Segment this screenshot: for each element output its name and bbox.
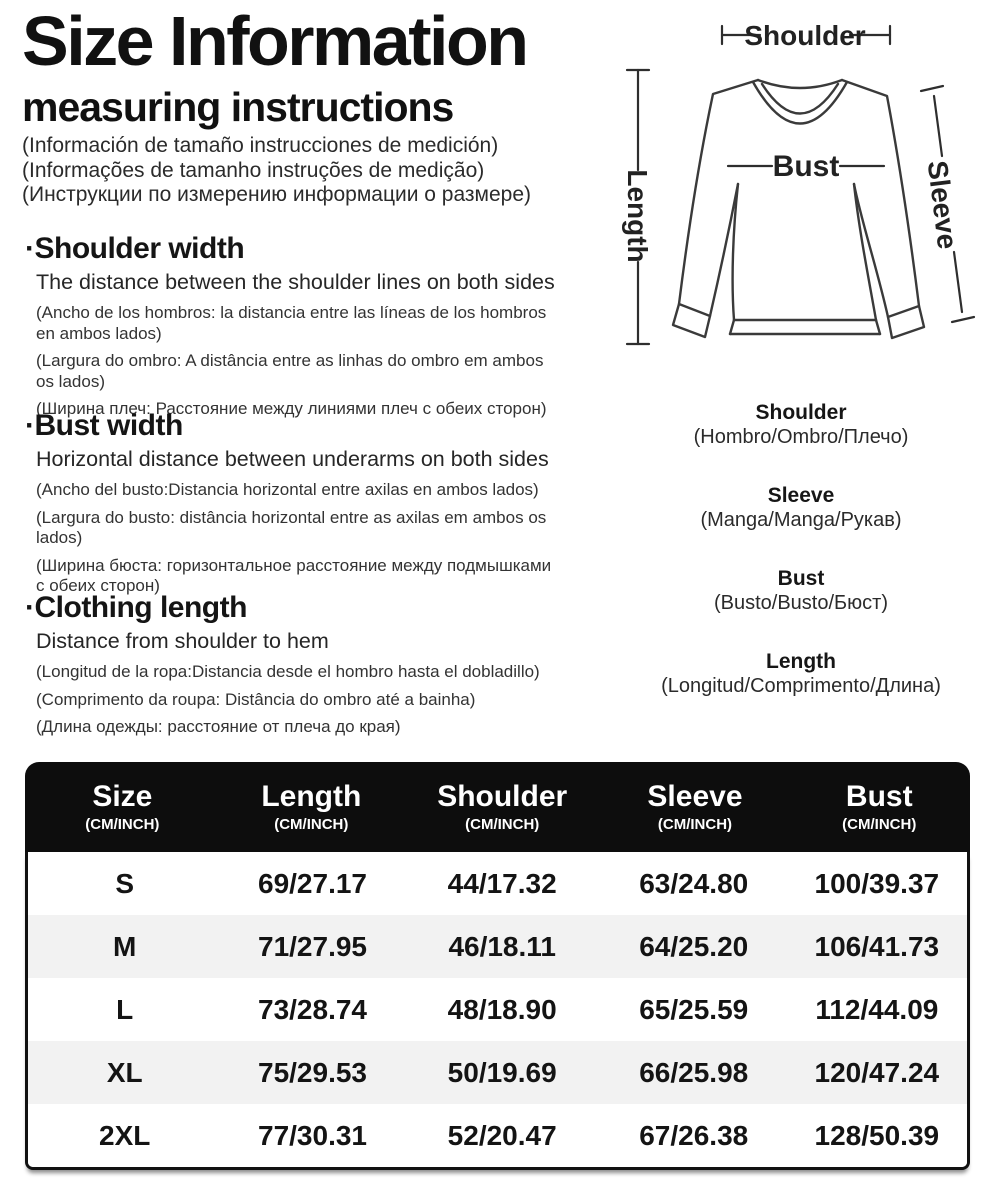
cell-shoulder: 50/19.69	[447, 1056, 557, 1088]
diagram-bust-label: Bust	[772, 150, 840, 183]
cell-size: M	[113, 930, 137, 962]
size-table-header	[25, 762, 970, 852]
column-header-length	[220, 781, 403, 833]
table-row-xl	[28, 1041, 967, 1104]
diagram-length-label: Length	[622, 169, 653, 263]
legend-term: Length	[766, 650, 836, 673]
section-shoulder-width	[25, 232, 573, 427]
legend-sleeve	[605, 483, 997, 532]
title-translation-pt: (Informações de tamanho instruções de medição)	[22, 158, 485, 182]
legend-term: Bust	[777, 567, 825, 590]
legend-translation: (Busto/Busto/Бюст)	[713, 592, 888, 614]
diagram-sleeve-label: Sleeve	[921, 158, 964, 251]
size-table	[25, 762, 970, 1170]
note-ru: (Ширина бюста: горизонтальное расстояние между подмышками с обеих сторон)	[36, 555, 552, 595]
section-heading: ·Shoulder width	[25, 232, 245, 265]
column-header-bust	[789, 781, 970, 833]
title-translation-es: (Información de tamaño instrucciones de medición)	[22, 134, 499, 157]
column-header-size	[25, 781, 220, 833]
column-label: Bust	[845, 780, 913, 813]
shirt-diagram-svg	[600, 0, 1000, 360]
column-label: Size	[92, 780, 153, 813]
cell-length: 77/30.31	[258, 1119, 367, 1151]
legend-term: Sleeve	[767, 484, 835, 507]
cell-shoulder: 44/17.32	[447, 867, 557, 899]
column-header-shoulder	[403, 781, 601, 833]
column-unit: (CM/INCH)	[465, 816, 540, 833]
section-heading: ·Clothing length	[25, 591, 247, 624]
column-label: Shoulder	[437, 780, 568, 813]
cell-length: 71/27.95	[258, 930, 367, 962]
cell-sleeve: 64/25.20	[639, 930, 749, 962]
section-description: The distance between the shoulder lines on both sides	[36, 270, 555, 294]
column-unit: (CM/INCH)	[842, 816, 917, 833]
section-notes	[25, 303, 553, 420]
cell-sleeve: 67/26.38	[639, 1119, 749, 1151]
cell-bust: 112/44.09	[815, 993, 939, 1025]
cell-shoulder: 52/20.47	[447, 1119, 557, 1151]
legend-translation: (Manga/Manga/Рукав)	[700, 509, 902, 531]
section-notes	[25, 662, 553, 738]
note-pt: (Largura do ombro: A distância entre as linhas do ombro em ambos os lados)	[36, 351, 544, 391]
section-clothing-length	[25, 591, 573, 745]
table-row-m	[28, 915, 967, 978]
legend-shoulder	[605, 400, 997, 449]
column-unit: (CM/INCH)	[657, 816, 733, 833]
table-row-s	[28, 852, 967, 915]
table-row-2xl	[28, 1104, 967, 1167]
cell-bust: 100/39.37	[814, 867, 940, 899]
note-es: (Ancho del busto:Distancia horizontal entre axilas en ambos lados)	[36, 480, 539, 499]
legend-bust	[605, 566, 997, 615]
column-unit: (CM/INCH)	[85, 816, 160, 833]
cell-size: S	[115, 867, 135, 899]
legend-term: Shoulder	[755, 401, 847, 424]
page-subtitle: measuring instructions	[22, 84, 454, 130]
cell-bust: 106/41.73	[814, 930, 940, 962]
note-ru: (Ширина плеч: Расстояние между линиями плеч с обеих сторон)	[36, 399, 547, 418]
note-es: (Longitud de la ropa:Distancia desde el hombro hasta el dobladillo)	[36, 662, 540, 681]
size-table-body	[25, 852, 970, 1170]
section-bust-width	[25, 409, 573, 604]
page-title: Size Information	[22, 2, 527, 80]
cell-size: 2XL	[99, 1119, 151, 1151]
cell-sleeve: 65/25.59	[639, 993, 749, 1025]
column-unit: (CM/INCH)	[274, 816, 349, 833]
note-pt: (Comprimento da roupa: Distância do ombro até a bainha)	[36, 689, 476, 709]
title-block	[22, 4, 602, 208]
legend-translation: (Hombro/Ombro/Плечо)	[693, 426, 909, 448]
cell-length: 75/29.53	[258, 1056, 367, 1088]
cell-bust: 120/47.24	[814, 1056, 940, 1088]
measurement-legend	[605, 400, 997, 698]
column-header-sleeve	[601, 781, 788, 833]
legend-length	[605, 649, 997, 698]
note-es: (Ancho de los hombros: la distancia entre las líneas de los hombros en ambos lados)	[36, 303, 547, 343]
title-translations	[22, 134, 602, 208]
cell-sleeve: 66/25.98	[639, 1056, 749, 1088]
column-label: Sleeve	[647, 780, 743, 813]
cell-sleeve: 63/24.80	[639, 867, 749, 899]
note-pt: (Largura do busto: distância horizontal entre as axilas em ambos os lados)	[36, 507, 547, 547]
column-label: Length	[261, 780, 362, 813]
cell-shoulder: 46/18.11	[448, 930, 556, 962]
shirt-outline	[673, 80, 924, 338]
shirt-measurement-diagram	[600, 0, 1000, 360]
diagram-shoulder-label: Shoulder	[744, 20, 866, 51]
legend-translation: (Longitud/Comprimento/Длина)	[661, 675, 941, 697]
table-row-l	[28, 978, 967, 1041]
cell-length: 73/28.74	[258, 993, 367, 1025]
section-description: Horizontal distance between underarms on both sides	[36, 447, 549, 471]
section-heading: ·Bust width	[25, 409, 183, 442]
section-notes	[25, 480, 553, 597]
title-translation-ru: (Инструкции по измерению информации о размере)	[22, 183, 532, 206]
cell-shoulder: 48/18.90	[447, 993, 557, 1025]
cell-length: 69/27.17	[258, 867, 367, 899]
cell-size: XL	[106, 1056, 143, 1088]
cell-size: L	[116, 993, 134, 1025]
cell-bust: 128/50.39	[814, 1119, 940, 1151]
section-description: Distance from shoulder to hem	[36, 629, 329, 653]
note-ru: (Длина одежды: расстояние от плеча до края)	[36, 717, 401, 736]
